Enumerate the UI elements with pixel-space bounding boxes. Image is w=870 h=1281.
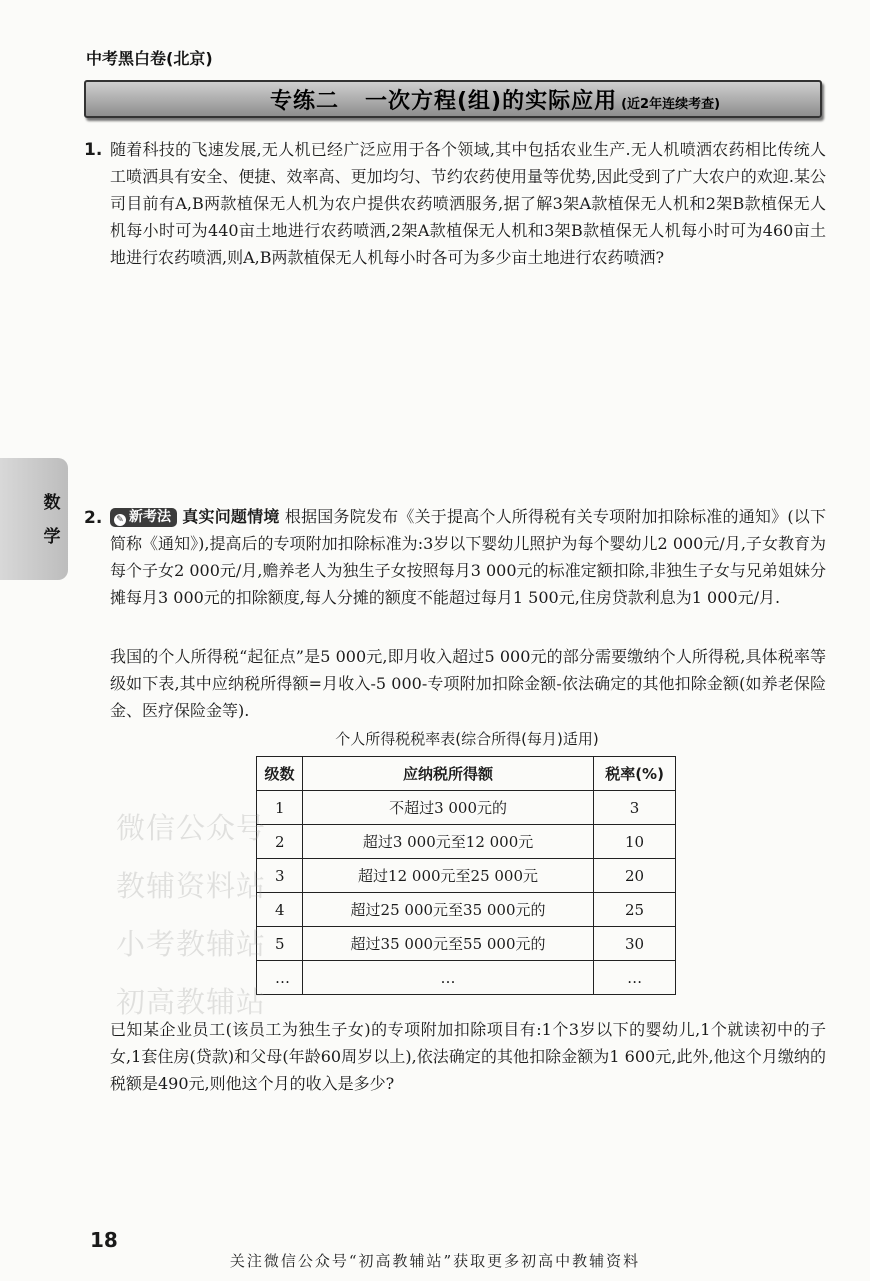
table-row: [257, 791, 676, 825]
question-2-question: 已知某企业员工(该员工为独生子女)的专项附加扣除项目有:1个3岁以下的婴幼儿,1个就读初中的子女,1套住房(贷款)和父母(年龄60周岁以上),依法确定的其他扣除金额为1 600元,此外,他这个月缴纳的税额是490元,则他这个月的收入是多少?: [110, 1020, 826, 1093]
cell-rate: 25: [594, 893, 676, 927]
cell-level: 3: [257, 859, 303, 893]
table-row: [257, 927, 676, 961]
cell-rate: 3: [594, 791, 676, 825]
table-row: [257, 825, 676, 859]
question-2-tag: 真实问题情境: [182, 507, 280, 526]
footer-note: 关注微信公众号“初高教辅站”获取更多初高中教辅资料: [229, 1252, 641, 1270]
question-2-number: 2.: [84, 508, 103, 528]
watermark-4: 初高教辅站: [116, 985, 267, 1019]
question-2-intro-text: 根据国务院发布《关于提高个人所得税有关专项附加扣除标准的通知》(以下简称《通知》),提高后的专项附加扣除标准为:3岁以下婴幼儿照护为每个婴幼儿2 000元/月,子女教育为每个子女2 000元/月,赡养老人为独生子女按照每月3 000元的标准定额扣除,非独生子女与兄弟姐妹分摊每月3 000元的扣除额度,每人分摊的额度不能超过每月1 500元,住房贷款利息为1 000元/月.: [110, 507, 826, 607]
watermark-3: 小考教辅站: [116, 927, 267, 961]
table-row: [257, 961, 676, 995]
cell-rate: 10: [594, 825, 676, 859]
question-1-text: 随着科技的飞速发展,无人机已经广泛应用于各个领域,其中包括农业生产.无人机喷洒农药相比传统人工喷洒具有安全、便捷、效率高、更加均匀、节约农药使用量等优势,因此受到了广大农户的欢迎.某公司目前有A,B两款植保无人机为农户提供农药喷洒服务,据了解3架A款植保无人机和2架B款植保无人机每小时可为440亩土地进行农药喷洒,2架A款植保无人机和3架B款植保无人机每小时可为460亩土地进行农药喷洒,则A,B两款植保无人机每小时各可为多少亩土地进行农药喷洒?: [110, 140, 826, 267]
cell-rate: 20: [594, 859, 676, 893]
cell-range: 超过25 000元至35 000元的: [302, 893, 593, 927]
question-2-tax-rules: 我国的个人所得税“起征点”是5 000元,即月收入超过5 000元的部分需要缴纳个人所得税,具体税率等级如下表,其中应纳税所得额=月收入-5 000-专项附加扣除金额-依法确定的其他扣除金额(如养老保险金、医疗保险金等).: [110, 647, 826, 720]
cell-range: 超过35 000元至55 000元的: [302, 927, 593, 961]
watermark-1: 微信公众号: [116, 811, 267, 845]
table-header-row: [257, 757, 676, 791]
cell-range: 超过12 000元至25 000元: [302, 859, 593, 893]
question-2-intro: [110, 503, 826, 611]
watermark-2: 教辅资料站: [116, 869, 267, 903]
cell-level: 1: [257, 791, 303, 825]
subject-side-tab: [0, 458, 68, 580]
page-number: 18: [90, 1228, 118, 1252]
col-header-rate: 税率(%): [594, 757, 676, 791]
new-exam-badge-label: 新考法: [129, 509, 171, 525]
book-label: 中考黑白卷(北京): [86, 49, 213, 68]
cell-rate: …: [594, 961, 676, 995]
cell-range: …: [302, 961, 593, 995]
question-1-number: 1.: [84, 140, 103, 160]
subject-char-1: 数: [43, 493, 61, 513]
cell-level: 4: [257, 893, 303, 927]
cell-level: 5: [257, 927, 303, 961]
tax-rate-table: [256, 756, 676, 995]
col-header-taxable-income: 应纳税所得额: [302, 757, 593, 791]
cell-level: …: [257, 961, 303, 995]
cell-range: 不超过3 000元的: [302, 791, 593, 825]
table-row: [257, 893, 676, 927]
section-subtitle: (近2年连续考查): [621, 96, 721, 112]
section-title: 专练二 一次方程(组)的实际应用: [269, 88, 618, 114]
cell-rate: 30: [594, 927, 676, 961]
new-exam-badge: [110, 508, 177, 527]
table-row: [257, 859, 676, 893]
cell-level: 2: [257, 825, 303, 859]
col-header-level: 级数: [257, 757, 303, 791]
tax-table-caption: 个人所得税税率表(综合所得(每月)适用): [335, 730, 599, 748]
section-title-bar: [84, 80, 822, 118]
cell-range: 超过3 000元至12 000元: [302, 825, 593, 859]
subject-char-2: 学: [43, 527, 61, 547]
lightbulb-icon: ✎: [114, 514, 126, 526]
